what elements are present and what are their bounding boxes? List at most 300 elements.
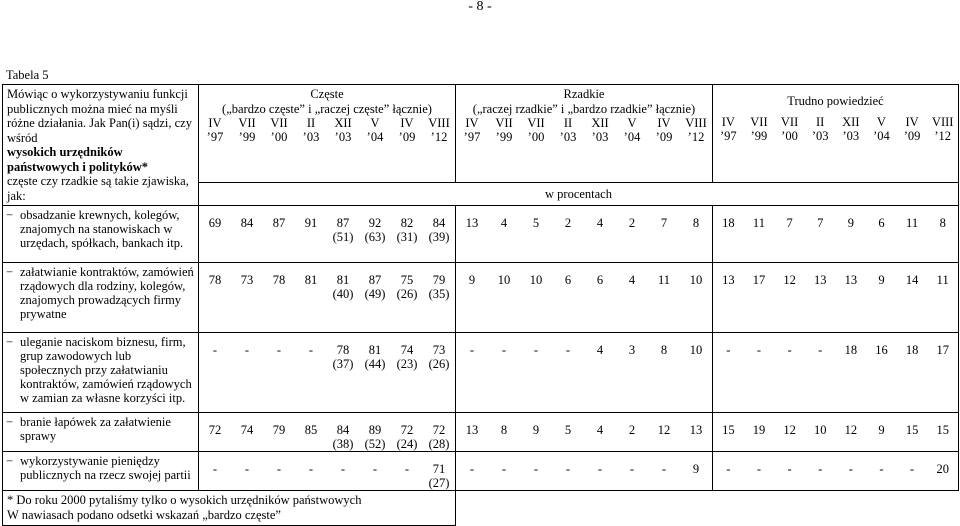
values-cell-rare	[456, 263, 713, 333]
period-month: VII	[527, 116, 545, 130]
value: 2	[628, 216, 636, 230]
value-cell	[552, 462, 584, 476]
group-subtitle: („bardzo częste” i „raczej częste” łącznie)	[222, 101, 432, 116]
value: 14	[905, 273, 919, 287]
row-label	[7, 208, 194, 250]
row-label	[7, 415, 194, 443]
value-cell	[263, 216, 295, 244]
value: -	[597, 462, 603, 476]
very-frequent-value: (40)	[332, 287, 354, 301]
value: 91	[304, 216, 318, 230]
value: -	[308, 343, 314, 357]
value-cell	[866, 216, 897, 230]
period-month: VIII	[685, 116, 707, 130]
value-cell	[648, 423, 680, 437]
period-years	[456, 130, 712, 144]
value-cell	[584, 343, 616, 357]
very-frequent-value: (23)	[396, 357, 418, 371]
value-cell	[713, 343, 744, 357]
period-month: II	[816, 114, 825, 129]
period-months	[199, 116, 455, 130]
value: -	[308, 462, 314, 476]
value-cell	[327, 216, 359, 244]
value-cell	[744, 462, 775, 476]
value: 5	[532, 216, 540, 230]
value: 7	[786, 216, 793, 230]
value-cell	[488, 462, 520, 476]
values-row	[199, 423, 455, 451]
value-cell	[584, 273, 616, 287]
value: 11	[936, 273, 949, 287]
value-cell	[927, 216, 958, 230]
value: 69	[208, 216, 222, 230]
value: 8	[660, 343, 668, 357]
value-cell	[680, 423, 712, 437]
very-frequent-value: (49)	[364, 287, 386, 301]
value: -	[469, 343, 475, 357]
value-cell	[805, 216, 836, 230]
value-cell	[359, 423, 391, 451]
value-cell	[488, 423, 520, 437]
value-cell	[520, 273, 552, 287]
table-row	[3, 206, 959, 263]
values-cell-rare	[456, 452, 713, 491]
value: 7	[660, 216, 668, 230]
period-year: ’99	[238, 130, 256, 144]
value: -	[818, 343, 823, 357]
value: 81	[304, 273, 318, 287]
value: 9	[878, 273, 885, 287]
dash-bullet: −	[6, 208, 14, 222]
units-label: w procentach	[199, 183, 959, 206]
value: 82	[400, 216, 414, 230]
value: -	[787, 462, 792, 476]
row-label-cell	[3, 206, 199, 263]
value-cell	[836, 462, 867, 476]
value-cell	[552, 273, 584, 287]
period-year: ’04	[873, 128, 890, 143]
row-label-text: branie łapówek za załatwienie sprawy	[20, 415, 171, 443]
value: -	[565, 462, 571, 476]
value: 11	[906, 216, 919, 230]
value: 84	[240, 216, 254, 230]
value-cell	[552, 343, 584, 357]
value: 85	[304, 423, 318, 437]
very-frequent-value: (26)	[428, 357, 450, 371]
very-frequent-value: (31)	[396, 230, 418, 244]
value-cell	[866, 273, 897, 287]
value: 2	[628, 423, 636, 437]
value: -	[212, 343, 218, 357]
table-row	[3, 263, 959, 333]
value: -	[787, 343, 792, 357]
value-cell	[866, 462, 897, 476]
value: 7	[817, 216, 824, 230]
value: -	[340, 462, 346, 476]
values-cell-hard	[713, 263, 959, 333]
value: 8	[692, 216, 700, 230]
value: -	[212, 462, 218, 476]
value-cell	[680, 343, 712, 357]
value-cell	[552, 216, 584, 230]
value: 13	[844, 273, 858, 287]
values-row	[199, 273, 455, 301]
very-frequent-value: (27)	[428, 476, 450, 490]
value: 4	[596, 343, 604, 357]
period-year: ’97	[206, 130, 224, 144]
value-cell	[359, 343, 391, 371]
value-cell	[391, 462, 423, 490]
group-subtitle: („raczej rzadkie” i „bardzo rzadkie” łącznie)	[472, 101, 696, 116]
period-year: ’99	[495, 130, 513, 144]
period-month: VIII	[428, 116, 450, 130]
value: 16	[875, 343, 888, 357]
value: 5	[564, 423, 572, 437]
value-cell	[199, 343, 231, 371]
value-cell	[327, 423, 359, 451]
value: -	[404, 462, 410, 476]
value: 19	[752, 423, 766, 437]
value-cell	[327, 343, 359, 371]
value-cell	[263, 343, 295, 371]
dash-bullet: −	[6, 415, 14, 429]
value: -	[501, 462, 507, 476]
period-year: ’03	[842, 128, 860, 143]
values-cell-hard	[713, 333, 959, 413]
value: -	[848, 462, 853, 476]
value-cell	[616, 343, 648, 357]
value-cell	[713, 423, 744, 437]
value-cell	[231, 273, 263, 301]
value-cell	[866, 343, 897, 357]
value: -	[244, 343, 250, 357]
period-month: XII	[334, 116, 352, 130]
value: 73	[432, 343, 446, 357]
very-frequent-value: (38)	[332, 437, 354, 451]
value: -	[818, 462, 823, 476]
value: -	[879, 462, 884, 476]
row-label-cell	[3, 413, 199, 452]
value-cell	[488, 343, 520, 357]
row-label	[7, 454, 194, 482]
value: 9	[878, 423, 885, 437]
value-cell	[805, 462, 836, 476]
value-cell	[199, 273, 231, 301]
value-cell	[648, 343, 680, 357]
value: 71	[432, 462, 446, 476]
period-month: VII	[495, 116, 513, 130]
period-month: V	[627, 116, 637, 130]
period-month: IV	[905, 114, 919, 129]
survey-table	[2, 84, 959, 526]
value: 18	[905, 343, 919, 357]
very-frequent-value: (39)	[428, 230, 450, 244]
values-cell-hard	[713, 452, 959, 491]
period-month: V	[370, 116, 380, 130]
value: 84	[336, 423, 350, 437]
value-cell	[199, 423, 231, 451]
value: 74	[400, 343, 414, 357]
value: 81	[336, 273, 350, 287]
period-months	[456, 116, 712, 130]
period-month: IV	[208, 116, 222, 130]
value: 20	[936, 462, 949, 476]
value: 6	[878, 216, 885, 230]
value: 15	[722, 423, 735, 437]
data-rows	[3, 206, 959, 491]
value-cell	[897, 423, 928, 437]
page-number: - 8 -	[468, 0, 492, 14]
value: 79	[272, 423, 286, 437]
period-year: ’04	[366, 130, 384, 144]
value-cell	[774, 273, 805, 287]
value-cell	[391, 216, 423, 244]
values-cell-rare	[456, 206, 713, 263]
value: 10	[689, 343, 703, 357]
very-frequent-value: (52)	[364, 437, 386, 451]
values-cell-rare	[456, 413, 713, 452]
blank-cell	[456, 491, 959, 526]
very-frequent-value: (51)	[332, 230, 354, 244]
value-cell	[744, 423, 775, 437]
value: 72	[400, 423, 414, 437]
value: 13	[813, 273, 827, 287]
table-row	[3, 333, 959, 413]
question-intro: Mówiąc o wykorzystywaniu funkcji publicznych można mieć na myśli różne działania. Jak Pan(i) sądzi, czy wśród	[7, 87, 192, 145]
value: -	[726, 343, 731, 357]
value-cell	[231, 216, 263, 244]
period-month: IV	[657, 116, 671, 130]
value: 92	[368, 216, 382, 230]
values-cell-frequent	[199, 333, 456, 413]
value: -	[629, 462, 635, 476]
value: -	[244, 462, 250, 476]
value-cell	[680, 462, 712, 476]
value-cell	[423, 273, 455, 301]
period-year: ’00	[527, 130, 545, 144]
value-cell	[520, 343, 552, 357]
value: -	[276, 343, 282, 357]
group-title: Częste	[310, 87, 344, 101]
value: 87	[272, 216, 286, 230]
value: 13	[722, 273, 735, 287]
value: 73	[240, 273, 254, 287]
value-cell	[263, 273, 295, 301]
question-bold: wysokich urzędników państwowych i polityków*	[7, 145, 148, 174]
value-cell	[927, 423, 958, 437]
value-cell	[680, 273, 712, 287]
values-row	[713, 423, 958, 437]
value-cell	[648, 216, 680, 230]
value: 13	[689, 423, 703, 437]
value-cell	[774, 216, 805, 230]
value-cell	[805, 343, 836, 357]
group-header-rare	[456, 85, 713, 183]
period-month: XII	[842, 114, 860, 129]
value: 9	[532, 423, 540, 437]
period-month: II	[563, 116, 573, 130]
value: 12	[844, 423, 858, 437]
value-cell	[648, 462, 680, 476]
values-row	[456, 216, 712, 230]
value-cell	[391, 273, 423, 301]
row-label	[7, 335, 194, 405]
value-cell	[295, 273, 327, 301]
value-cell	[744, 273, 775, 287]
value-cell	[713, 216, 744, 230]
value-cell	[744, 216, 775, 230]
value-cell	[263, 462, 295, 490]
value: 87	[368, 273, 382, 287]
period-years	[199, 130, 455, 144]
values-cell-hard	[713, 413, 959, 452]
period-year: ’97	[463, 130, 481, 144]
period-month: VII	[238, 116, 256, 130]
value-cell	[327, 462, 359, 490]
period-month: XII	[591, 116, 609, 130]
values-row	[713, 462, 958, 476]
value: -	[372, 462, 378, 476]
values-row	[713, 216, 958, 230]
value-cell	[488, 273, 520, 287]
value-cell	[520, 216, 552, 230]
value: 10	[497, 273, 511, 287]
value: 9	[692, 462, 700, 476]
value-cell	[552, 423, 584, 437]
value: 89	[368, 423, 382, 437]
value: 72	[208, 423, 222, 437]
group-title: Rzadkie	[563, 87, 605, 101]
dash-bullet: −	[6, 335, 14, 349]
value-cell	[616, 273, 648, 287]
values-cell-frequent	[199, 413, 456, 452]
period-months	[713, 115, 958, 129]
table-header-row	[3, 85, 959, 183]
very-frequent-value: (37)	[332, 357, 354, 371]
value: 8	[939, 216, 946, 230]
value: 4	[596, 423, 604, 437]
period-year: ’03	[811, 128, 829, 143]
value: 15	[905, 423, 919, 437]
row-label-cell	[3, 452, 199, 491]
value-cell	[359, 273, 391, 301]
values-cell-frequent	[199, 263, 456, 333]
value-cell	[805, 423, 836, 437]
value-cell	[805, 273, 836, 287]
value: -	[565, 343, 571, 357]
values-row	[199, 343, 455, 371]
row-label-text: załatwianie kontraktów, zamówień rządowych dla rodziny, kolegów, znajomych prowadzących firmy prywatne	[20, 265, 194, 321]
period-year: ’00	[781, 128, 798, 143]
footnote-row	[3, 491, 959, 526]
value-cell	[456, 273, 488, 287]
value-cell	[359, 462, 391, 490]
period-years	[713, 129, 958, 143]
value: 17	[752, 273, 766, 287]
value-cell	[927, 462, 958, 476]
value-cell	[897, 216, 928, 230]
value: 17	[936, 343, 949, 357]
value-cell	[231, 343, 263, 371]
footnote: W nawiasach podano odsetki wskazań „bardzo częste”	[7, 508, 281, 522]
values-row	[456, 462, 712, 476]
period-year: ’03	[591, 130, 609, 144]
period-month: V	[876, 114, 886, 129]
period-year: ’12	[687, 130, 705, 144]
value: 81	[368, 343, 382, 357]
value-cell	[584, 216, 616, 230]
table-row	[3, 413, 959, 452]
row-label	[7, 265, 194, 321]
table-caption: Tabela 5	[6, 68, 49, 82]
period-month: IV	[465, 116, 479, 130]
value-cell	[520, 462, 552, 476]
value-cell	[836, 216, 867, 230]
value: 4	[500, 216, 508, 230]
period-year: ’04	[623, 130, 641, 144]
values-cell-hard	[713, 206, 959, 263]
question-tail: częste czy rzadkie są takie zjawiska, jak:	[7, 174, 189, 203]
value-cell	[295, 216, 327, 244]
value: -	[661, 462, 667, 476]
row-label-text: obsadzanie krewnych, kolegów, znajomych na stanowiskach w urzędach, spółkach, bankach itp.	[20, 208, 184, 250]
very-frequent-value: (24)	[396, 437, 418, 451]
value: 10	[813, 423, 827, 437]
value-cell	[680, 216, 712, 230]
value: 8	[500, 423, 508, 437]
row-label-cell	[3, 263, 199, 333]
value: 4	[596, 216, 604, 230]
value-cell	[774, 462, 805, 476]
value-cell	[456, 216, 488, 230]
value: 15	[936, 423, 949, 437]
value: 87	[336, 216, 350, 230]
value: 12	[783, 273, 796, 287]
value-cell	[648, 273, 680, 287]
value-cell	[616, 216, 648, 230]
values-row	[713, 343, 958, 357]
period-year: ’00	[270, 130, 288, 144]
value: 79	[432, 273, 446, 287]
value-cell	[423, 423, 455, 451]
value-cell	[263, 423, 295, 451]
value-cell	[774, 423, 805, 437]
dash-bullet: −	[6, 265, 14, 279]
value: 9	[847, 216, 854, 230]
value-cell	[744, 343, 775, 357]
values-row	[199, 462, 455, 490]
value-cell	[520, 423, 552, 437]
value-cell	[774, 343, 805, 357]
row-label-text: uleganie naciskom biznesu, firm, grup zawodowych lub społecznych przy załatwianiu kontraktów, zamówień rządowych w zamian za własne korzyści itp.	[20, 335, 192, 405]
value-cell	[359, 216, 391, 244]
value: 84	[432, 216, 446, 230]
row-label-cell	[3, 333, 199, 413]
value-cell	[616, 462, 648, 476]
value: 3	[628, 343, 636, 357]
value: -	[276, 462, 282, 476]
value: 78	[208, 273, 222, 287]
period-month: VII	[750, 114, 768, 129]
value-cell	[327, 273, 359, 301]
value: 12	[657, 423, 671, 437]
value: 74	[240, 423, 254, 437]
table-row	[3, 452, 959, 491]
values-row	[456, 343, 712, 357]
value-cell	[584, 462, 616, 476]
value-cell	[456, 343, 488, 357]
value-cell	[231, 462, 263, 490]
